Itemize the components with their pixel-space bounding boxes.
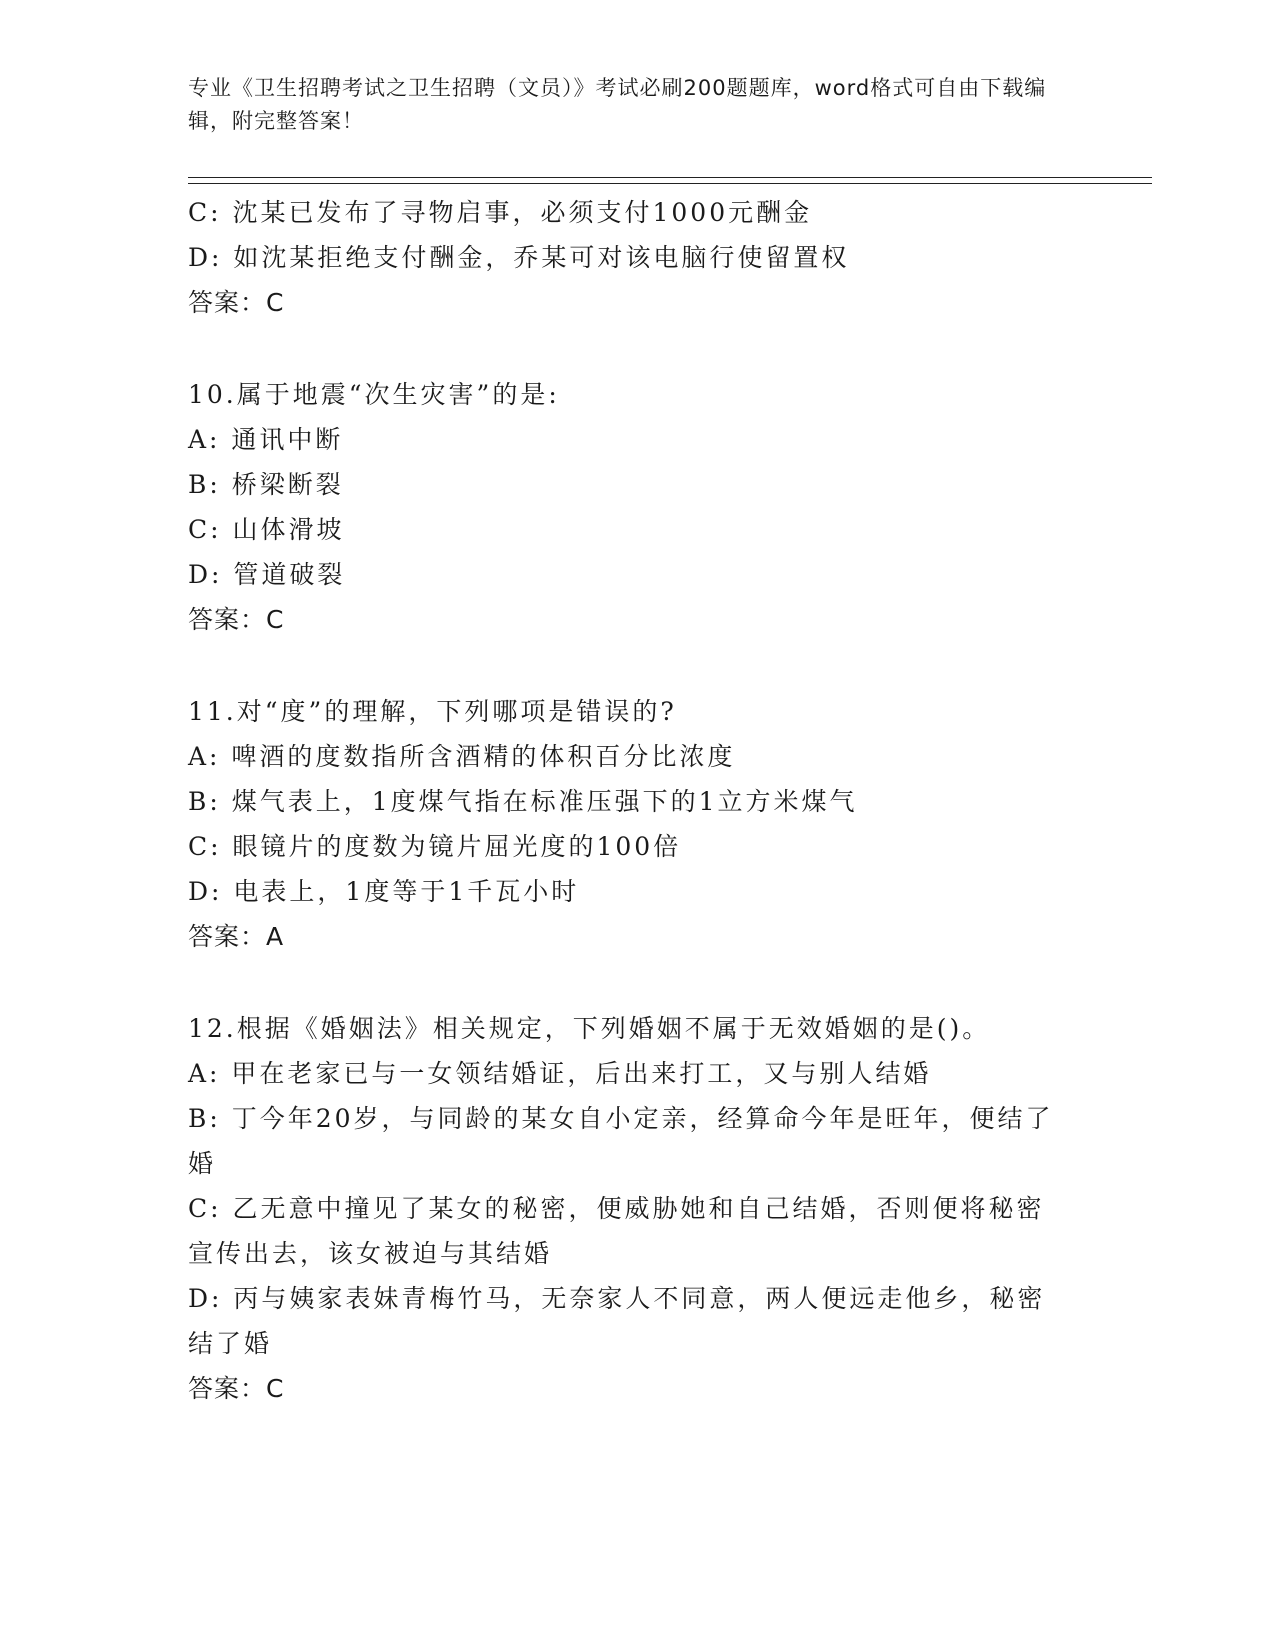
question-block-11 xyxy=(188,689,1088,959)
option-d: D: 电表上，1度等于1千瓦小时 xyxy=(188,877,580,906)
question-list xyxy=(188,190,1088,1411)
question-block-12 xyxy=(188,1006,1088,1411)
question-block-10 xyxy=(188,372,1088,642)
spacer xyxy=(188,642,1088,689)
question-stem: 12.根据《婚姻法》相关规定，下列婚姻不属于无效婚姻的是()。 xyxy=(188,1014,991,1043)
question-block-9 xyxy=(188,190,1088,325)
question-stem: 11.对“度”的理解，下列哪项是错误的? xyxy=(188,697,677,726)
answer-line: 答案：C xyxy=(188,288,285,317)
option-b: B: 丁今年20岁，与同龄的某女自小定亲，经算命今年是旺年，便结了婚 xyxy=(188,1104,1054,1178)
option-d: D: 如沈某拒绝支付酬金，乔某可对该电脑行使留置权 xyxy=(188,243,850,272)
document-header: 专业《卫生招聘考试之卫生招聘（文员）》考试必刷200题题库，word格式可自由下载编辑，附完整答案！ xyxy=(188,76,1047,133)
header-rule-bottom xyxy=(188,183,1152,184)
option-b: B: 煤气表上，1度煤气指在标准压强下的1立方米煤气 xyxy=(188,787,858,816)
answer-line: 答案：C xyxy=(188,605,285,634)
spacer xyxy=(188,959,1088,1006)
spacer xyxy=(188,325,1088,372)
option-a: A: 啤酒的度数指所含酒精的体积百分比浓度 xyxy=(188,742,736,771)
option-c: C: 山体滑坡 xyxy=(188,515,345,544)
option-d: D: 丙与姨家表妹青梅竹马，无奈家人不同意，两人便远走他乡，秘密结了婚 xyxy=(188,1284,1046,1358)
option-c: C: 眼镜片的度数为镜片屈光度的100倍 xyxy=(188,832,682,861)
option-c: C: 沈某已发布了寻物启事，必须支付1000元酬金 xyxy=(188,198,813,227)
option-a: A: 通讯中断 xyxy=(188,425,344,454)
question-stem: 10.属于地震“次生灾害”的是: xyxy=(188,380,560,409)
option-c: C: 乙无意中撞见了某女的秘密，便威胁她和自己结婚，否则便将秘密宣传出去，该女被迫与其结婚 xyxy=(188,1194,1045,1268)
header-rule-top xyxy=(188,177,1152,178)
option-b: B: 桥梁断裂 xyxy=(188,470,344,499)
answer-line: 答案：A xyxy=(188,922,285,951)
answer-line: 答案：C xyxy=(188,1374,285,1403)
option-a: A: 甲在老家已与一女领结婚证，后出来打工，又与别人结婚 xyxy=(188,1059,932,1088)
option-d: D: 管道破裂 xyxy=(188,560,346,589)
